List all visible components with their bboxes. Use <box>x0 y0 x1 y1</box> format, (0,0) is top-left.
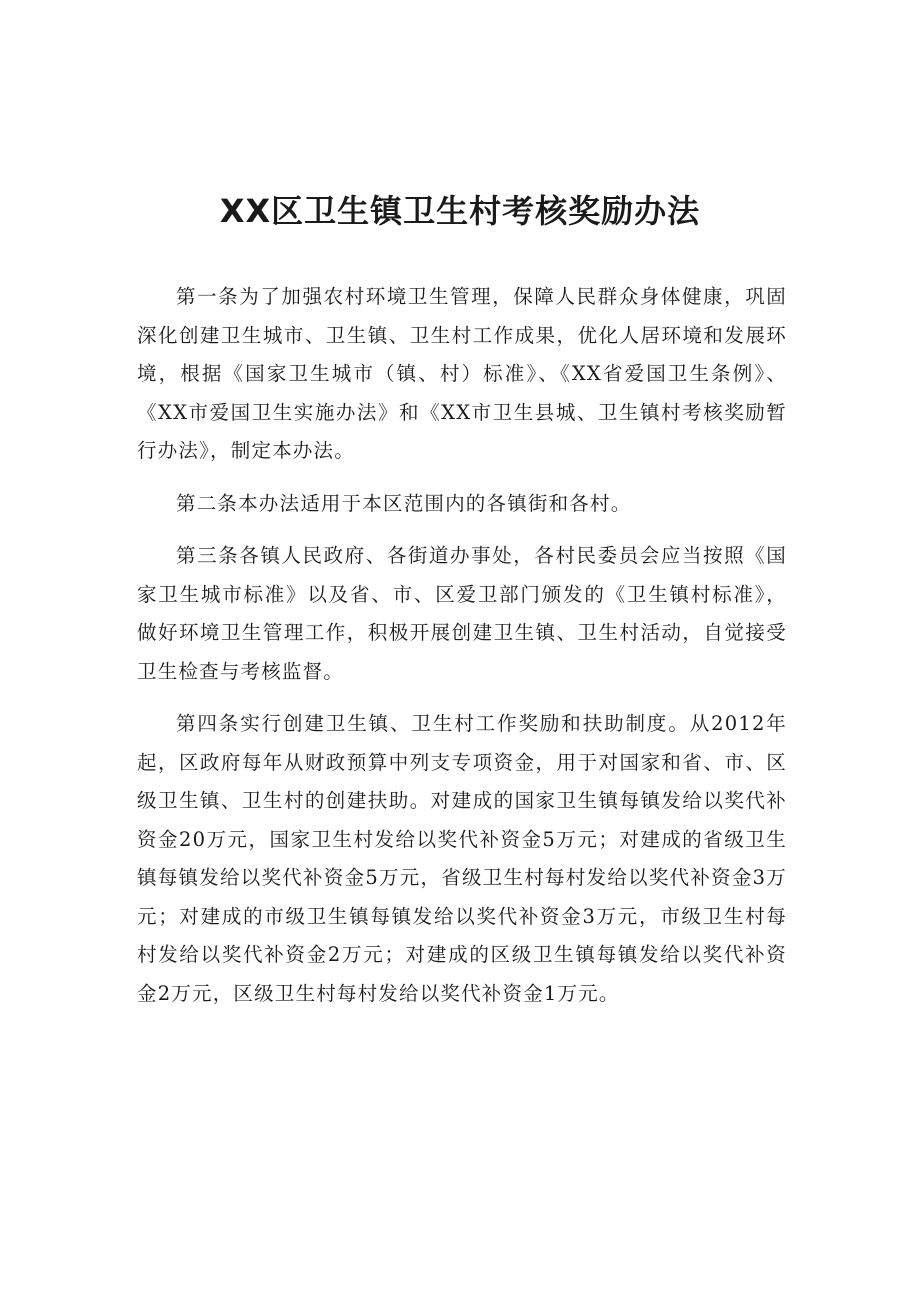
article-4-paragraph: 第四条实行创建卫生镇、卫生村工作奖励和扶助制度。从2012年起，区政府每年从财政预算中列支专项资金，用于对国家和省、市、区级卫生镇、卫生村的创建扶助。对建成的国家卫生镇每镇发给以奖代补资金20万元，国家卫生村发给以奖代补资金5万元；对建成的省级卫生镇每镇发给以奖代补资金5万元，省级卫生村每村发给以奖代补资金3万元；对建成的市级卫生镇每镇发给以奖代补资金3万元，市级卫生村每村发给以奖代补资金2万元；对建成的区级卫生镇每镇发给以奖代补资金2万元，区级卫生村每村发给以奖代补资金1万元。 <box>137 712 787 1005</box>
article-1-paragraph: 第一条为了加强农村环境卫生管理，保障人民群众身体健康，巩固深化创建卫生城市、卫生镇、卫生村工作成果，优化人居环境和发展环境，根据《国家卫生城市（镇、村）标准》、《XX省爱国卫生条例》、《XX市爱国卫生实施办法》和《XX市卫生县城、卫生镇村考核奖励暂行办法》，制定本办法。 <box>137 285 787 462</box>
document-title: XX区卫生镇卫生村考核奖励办法 <box>219 192 701 230</box>
article-2-paragraph: 第二条本办法适用于本区范围内的各镇街和各村。 <box>176 491 632 515</box>
article-3-paragraph: 第三条各镇人民政府、各街道办事处，各村民委员会应当按照《国家卫生城市标准》以及省、市、区爱卫部门颁发的《卫生镇村标准》，做好环境卫生管理工作，积极开展创建卫生镇、卫生村活动，自觉接受卫生检查与考核监督。 <box>137 544 787 683</box>
document-body <box>137 278 787 1027</box>
